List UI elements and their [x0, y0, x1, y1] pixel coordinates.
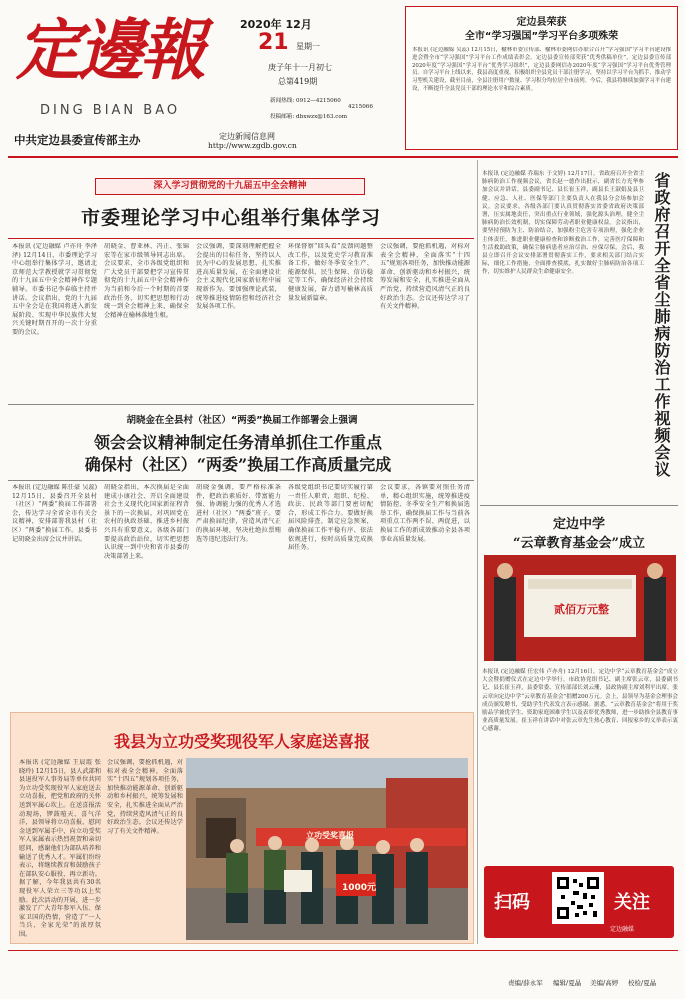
- footer-editor-3: 美编/高婷: [590, 979, 619, 987]
- photo-award-text: 1000元: [342, 883, 377, 893]
- school-headline-2: “云章教育基金会”成立: [513, 536, 645, 551]
- bottom-box: [10, 712, 474, 944]
- photo-scene: [186, 758, 468, 940]
- masthead-phone: 新闻热线: 0912—4215060: [270, 98, 341, 104]
- masthead-day: 21: [258, 30, 289, 55]
- website-link[interactable]: http://www.zgdb.gov.cn: [208, 141, 297, 150]
- masthead-rule: [8, 156, 678, 158]
- school-headline-1: 定边中学: [552, 517, 605, 532]
- top-news-title2: 全市“学习强国”学习平台多项殊荣: [464, 31, 619, 42]
- donation-photo: [484, 555, 676, 661]
- footer-editor-4: 校检/夏晶: [628, 979, 657, 987]
- qr-caption: 定边融媒: [610, 926, 635, 933]
- qr-code[interactable]: [552, 872, 604, 924]
- lead-col-4: 环保督察“回头看”反馈问题整改工作，以及党史学习教育准备工作，做好冬季安全生产、能源保供、民生保障、信访稳定等工作，确保经济社会持续健康发展，奋力谱写榆林高质量发展新篇章。: [288, 243, 373, 302]
- bottom-headline: 我县为立功受奖现役军人家庭送喜报: [113, 732, 370, 751]
- bottom-col-2: 会议强调，要抢抓机遇，对标对表全会精神，全面落实“十四五”规划各项任务，加快推动能源革命、创新驱动和乡村振兴，统筹发展和安全，扎实推进全面从严治党，持续营造风清气正的良好政治生态。会议还传达学习了有关文件精神。: [107, 759, 183, 835]
- top-news-title1: 定边县荣获: [516, 17, 567, 28]
- qr-label-right: 关注: [614, 892, 650, 913]
- masthead: [0, 0, 685, 150]
- cheque-amount: 贰佰万元整: [554, 603, 609, 616]
- masthead-date: 2020年 12月: [240, 18, 312, 31]
- footer: [8, 956, 678, 987]
- masthead-phone2: 4215066: [348, 104, 373, 110]
- second-col-4: 各级党组织书记要切实履行第一责任人职责，组织、纪检、政法、民政等部门要密切配合，形成工作合力。要做好换届风险排查，制定应急预案，确保换届工作平稳有序、依法依规进行，按时高质量完成换届任务。: [288, 484, 373, 552]
- lead-col-3: 会议强调，要深刻理解把握全会提出的目标任务，坚持以人民为中心的发展思想，扎实推进高质量发展，在全面建设社会主义现代化国家新征程中展现新作为。要加强理论武装，统筹推进疫情防控和经济社会发展各项工作。: [196, 243, 281, 311]
- bottom-col-1: 本报讯 (定边融媒 王晨霞 张晓玲) 12月15日，县人武部和县退役军人事务局等单位共同为立功受奖现役军人家庭送去立功喜报，把党和政府的关怀送到军属心坎上。在送喜报活动现场，锣鼓喧天、喜气洋洋，县领导将立功喜报、慰问金送到军属手中，向立功受奖军人家属表示热烈祝贺和亲切慰问，感谢他们为部队培养和输送了优秀人才。军属们纷纷表示，将继续教育和鼓励孩子在部队安心服役、再立新功。据了解，今年我县共有30名现役军人荣立三等功以上奖励。此次活动的开展，进一步激发了广大青年参军入伍、保家卫国的热情，营造了“一人当兵、全家光荣”的浓厚氛围。: [19, 759, 101, 938]
- top-news-body: 本报讯 (定边融媒 吴蕊) 12月15日，榆林市委宣传部、榆林市委网信办联合召开“学习强国”学习平台建设推进会暨全市“学习强国”学习平台工作成绩表彰会。定边县委宣传部荣获“优秀供稿单位”，定边县委宣传部2020年度“学习强国”学习平台“优秀学习组织”，定边县委网信办2020年度“学习强国”学习平台优秀管理员。自学习平台上线以来，我县高度重视，积极组织全县党员干部注册学习，坚持以学习平台为抓手，推动学习型机关建设，截至目前，全县注册用户数量、学习积分均位居全市前列。今后，我县将继续加强学习平台建设，不断提升全县党员干部的理论水平和综合素质。: [412, 47, 671, 92]
- lead-headline: 市委理论学习中心组举行集体学习: [80, 207, 381, 229]
- lead-col-2: 胡晓金、曹亚林、冯正、张锦宏等在家市级领导同志出席。会议要求，全市各级党组织和广大党员干部要把学习宣传贯彻党的十九届五中全会精神作为当前和今后一个时期的首要政治任务，切实把思想和行动统一到全会精神上来，确保全会精神在榆林落地生根。: [104, 243, 189, 319]
- second-headline-2: 确保村（社区）“两委”换届工作高质量完成: [84, 455, 392, 474]
- right-news-body: 本报讯 (定边融媒 乔瑞东 于文婷) 12月17日，省政府召开全省尘肺病防治工作视频会议，省长赵一德作出批示，副省长方光华参加会议并讲话。县委副书记、县长崔玉祥，副县长王淑娟及县卫健、应急、人社、医保等部门主要负责人在我县分会场参加会议。会议要求，各级各部门要认真贯彻落实省委省政府决策部署，压实属地责任，突出重点行业领域，强化源头治理，健全尘肺病防治长效机制，切实保障劳动者职业健康权益。会议指出，要坚持预防为主、防治结合，加强粉尘危害专项治理，强化企业主体责任，推进职业健康检查和诊断救治工作，完善医疗保障和生活救助政策，确保尘肺病患者应治尽治、应保尽保。会后，我县立即召开会议安排部署贯彻落实工作，要求相关部门结合实际，细化工作措施，全面排查摸底，扎实做好尘肺病防治各项工作，切实维护人民群众生命健康安全。: [482, 171, 644, 276]
- school-story-body: 本报讯 (定边融媒 任宏伟 卢亦舟) 12月16日，定边中学“云章教育基金会”成立大会暨捐赠仪式在定边中学举行。市政协党组书记、副主席张云章，县委副书记、县长崔玉祥，县委常委、宣传部部长刘云珊，县政协副主席刘利平出席。张云章向定边中学“云章教育基金会”捐赠200万元。会上，县领导为基金会理事会成员颁发聘书，受助学生代表发言表示感谢。据悉，“云章教育基金会”将用于奖励品学兼优学生、资助家庭困难学生以及表彰优秀教师，进一步助推全县教育事业高质量发展。崔玉祥在讲话中对张云章先生热心教育、回报家乡的义举表示衷心感谢。: [482, 669, 678, 733]
- second-col-2: 胡晓金指出，本次换届是全面建成小康社会、开启全面建设社会主义现代化国家新征程背景下的一次换届，对巩固党在农村的执政基础、推进乡村振兴具有重要意义。各级各部门要提高政治站位，切实把思想认识统一到中央和省市县委的决策部署上来。: [104, 484, 189, 560]
- masthead-email: 投稿邮箱: dbxwzx@163.com: [270, 114, 348, 120]
- masthead-issue: 总第419期: [278, 77, 318, 86]
- second-col-1: 本报讯 (定边融媒 陈任豪 吴蕊) 12月15日，县委召开全县村（社区）“两委”换届工作部署会，传达学习全省全市有关会议精神，安排部署我县村（社区）“两委”换届工作。县委书记胡晓金出席会议并讲话。: [12, 484, 97, 543]
- second-col-3: 胡晓金强调，要严格标准条件，把政治素质好、带富能力强、协调能力强的优秀人才选进村（社区）“两委”班子。要严肃换届纪律，营造风清气正的换届环境，坚决杜绝拉票贿选等违纪违法行为。: [196, 484, 281, 543]
- military-family-photo: [186, 758, 468, 940]
- masthead-lunar: 庚子年十一月初七: [268, 63, 332, 72]
- logo-pinyin: DING BIAN BAO: [40, 103, 181, 118]
- masthead-weekday: 星期一: [296, 42, 320, 51]
- qr-code-icon: [555, 875, 601, 921]
- top-news-box: [405, 6, 678, 150]
- newspaper-logo: 定邊報: [16, 11, 202, 89]
- website-label: 定边新闻信息网: [219, 132, 275, 141]
- right-vertical-headline: [650, 172, 678, 502]
- vertical-headline-text: 省政府召开全省尘肺病防治工作视频会议: [652, 172, 671, 478]
- footer-editor-1: 责编/薛永军: [508, 979, 543, 987]
- theme-banner-text: 深入学习贯彻党的十九届五中全会精神: [153, 181, 307, 191]
- footer-editor-2: 编辑/夏晶: [553, 979, 582, 987]
- lead-col-1: 本报讯 (定边融媒 卢亦舟 李泽泽) 12月14日，市委理论学习中心组举行集体学习，邀请北京师范大学教授就学习贯彻党的十九届五中全会精神作专题辅导。市委书记李春临主持并讲话。会议指出，党的十九届五中全会是在我国将进入新发展阶段、实现中华民族伟大复兴关键时期召开的一次十分重要的会议。: [12, 243, 97, 336]
- photo-banner-text: 立功受奖喜报: [306, 831, 354, 840]
- qr-label-left: 扫码: [494, 892, 530, 913]
- theme-banner: [95, 178, 365, 195]
- qr-box: [484, 866, 674, 938]
- lead-col-5: 会议强调，要抢抓机遇，对标对表全会精神，全面落实“十四五”规划各项任务，加快推动能源革命、创新驱动和乡村振兴，统筹发展和安全，扎实推进全面从严治党，持续营造风清气正的良好政治生态。会议还传达学习了有关文件精神。: [380, 243, 470, 311]
- second-headline-1: 领会会议精神制定任务清单抓住工作重点: [93, 433, 382, 452]
- second-col-5: 会议要求，各镇要对照任务清单，精心组织实施，统筹推进疫情防控、冬季安全生产和换届选举工作，确保换届工作与当前各项重点工作两不误、两促进，以换届工作的新成效推动全县各项事业高质量发展。: [380, 484, 470, 543]
- second-kicker: 胡晓金在全县村（社区）“两委”换届工作部署会上强调: [126, 415, 358, 426]
- masthead-sponsor: 中共定边县委宣传部主办: [14, 133, 141, 147]
